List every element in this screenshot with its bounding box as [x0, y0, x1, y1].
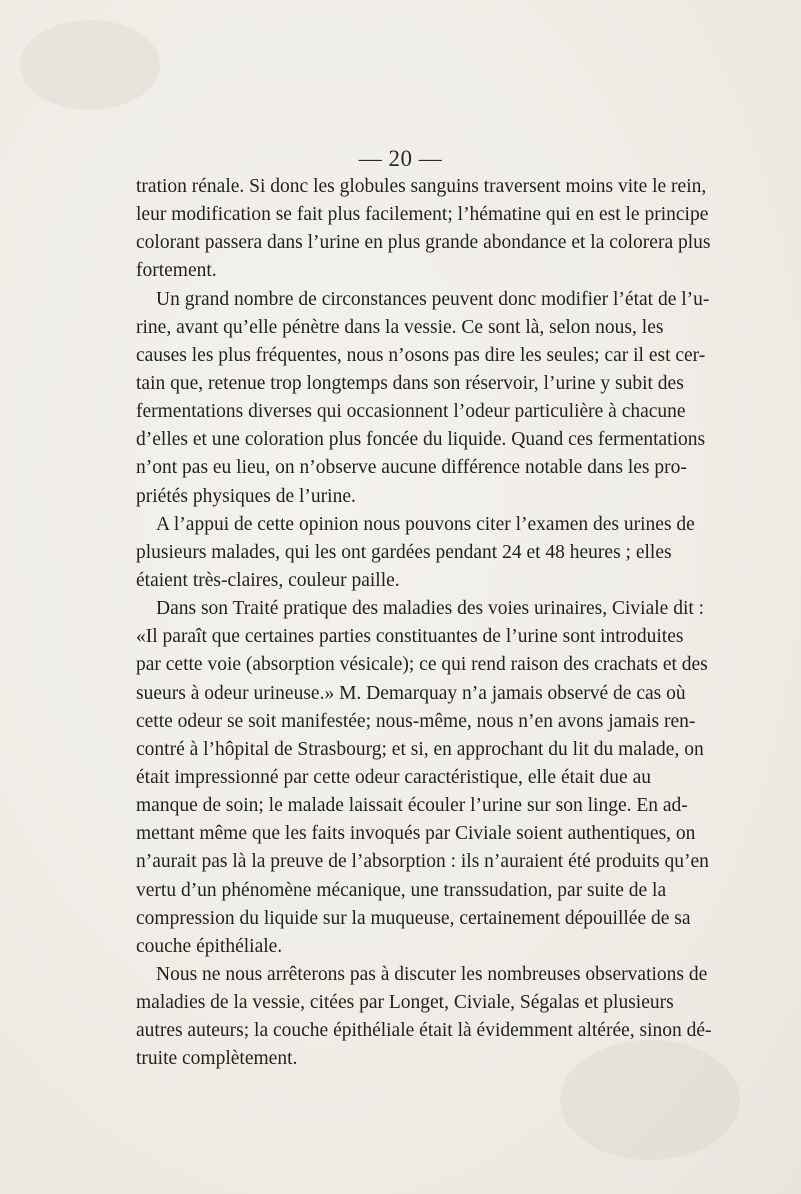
text-line: par cette voie (absorption vésicale); ce qui rend raison des crachats et des — [136, 654, 708, 676]
text-line: colorant passera dans l’urine en plus grande abondance et la colorera plus — [136, 232, 711, 254]
paragraph — [136, 511, 695, 595]
page-number: — 20 — — [358, 146, 443, 171]
text-line: contré à l’hôpital de Strasbourg; et si, en approchant du lit du malade, on — [136, 738, 704, 760]
text-line: causes les plus fréquentes, nous n’osons pas dire les seules; car il est cer- — [136, 344, 706, 366]
text-line: était impressionné par cette odeur caractéristique, elle était due au — [136, 766, 651, 788]
text-line: maladies de la vessie, citées par Longet, Civiale, Ségalas et plusieurs — [136, 992, 674, 1014]
paragraph — [136, 173, 711, 286]
text-line: tration rénale. Si donc les globules sanguins traversent moins vite le rein, — [136, 176, 707, 197]
text-line: cette odeur se soit manifestée; nous-même, nous n’en avons jamais ren- — [136, 710, 696, 732]
text-line: fermentations diverses qui occasionnent l’odeur particulière à chacune — [136, 401, 686, 423]
text-line: couche épithéliale. — [136, 935, 283, 957]
paragraph — [136, 286, 710, 511]
text-line: étaient très-claires, couleur paille. — [136, 569, 400, 591]
paragraph — [136, 595, 709, 961]
text-line: Nous ne nous arrêterons pas à discuter les nombreuses observations de — [156, 963, 708, 985]
text-line: truite complètement. — [136, 1048, 298, 1070]
text-line: n’aurait pas là la preuve de l’absorption : ils n’auraient été produits qu’en — [136, 851, 709, 873]
text-line: tain que, retenue trop longtemps dans son réservoir, l’urine y subit des — [136, 372, 684, 394]
text-line: Un grand nombre de circonstances peuvent donc modifier l’état de l’u- — [156, 288, 710, 310]
text-line: plusieurs malades, qui les ont gardées pendant 24 et 48 heures ; elles — [136, 541, 672, 563]
text-line: leur modification se fait plus facilement; l’hématine qui en est le principe — [136, 204, 709, 226]
text-line: d’elles et une coloration plus foncée du liquide. Quand ces fermentations — [136, 429, 706, 451]
text-line: «Il paraît que certaines parties constituantes de l’urine sont introduites — [136, 626, 684, 648]
text-line: mettant même que les faits invoqués par Civiale soient authentiques, on — [136, 823, 696, 845]
paragraph — [136, 961, 712, 1074]
text-line: rine, avant qu’elle pénètre dans la vessie. Ce sont là, selon nous, les — [136, 316, 664, 338]
text-line: n’ont pas eu lieu, on n’observe aucune différence notable dans les pro- — [136, 457, 687, 479]
text-line: compression du liquide sur la muqueuse, certainement dépouillée de sa — [136, 907, 691, 929]
body-text — [136, 173, 712, 1074]
text-line: sueurs à odeur urineuse.» M. Demarquay n’a jamais observé de cas où — [136, 682, 686, 704]
text-line: priétés physiques de l’urine. — [136, 485, 356, 507]
paper-stain — [20, 20, 160, 110]
text-line: fortement. — [136, 260, 217, 282]
text-line: A l’appui de cette opinion nous pouvons citer l’examen des urines de — [156, 513, 695, 535]
text-line: autres auteurs; la couche épithéliale était là évidemment altérée, sinon dé- — [136, 1020, 712, 1042]
text-line: manque de soin; le malade laissait écouler l’urine sur son linge. En ad- — [136, 795, 688, 817]
text-line: vertu d’un phénomène mécanique, une transsudation, par suite de la — [136, 879, 667, 901]
text-line: Dans son Traité pratique des maladies des voies urinaires, Civiale dit : — [156, 598, 705, 620]
